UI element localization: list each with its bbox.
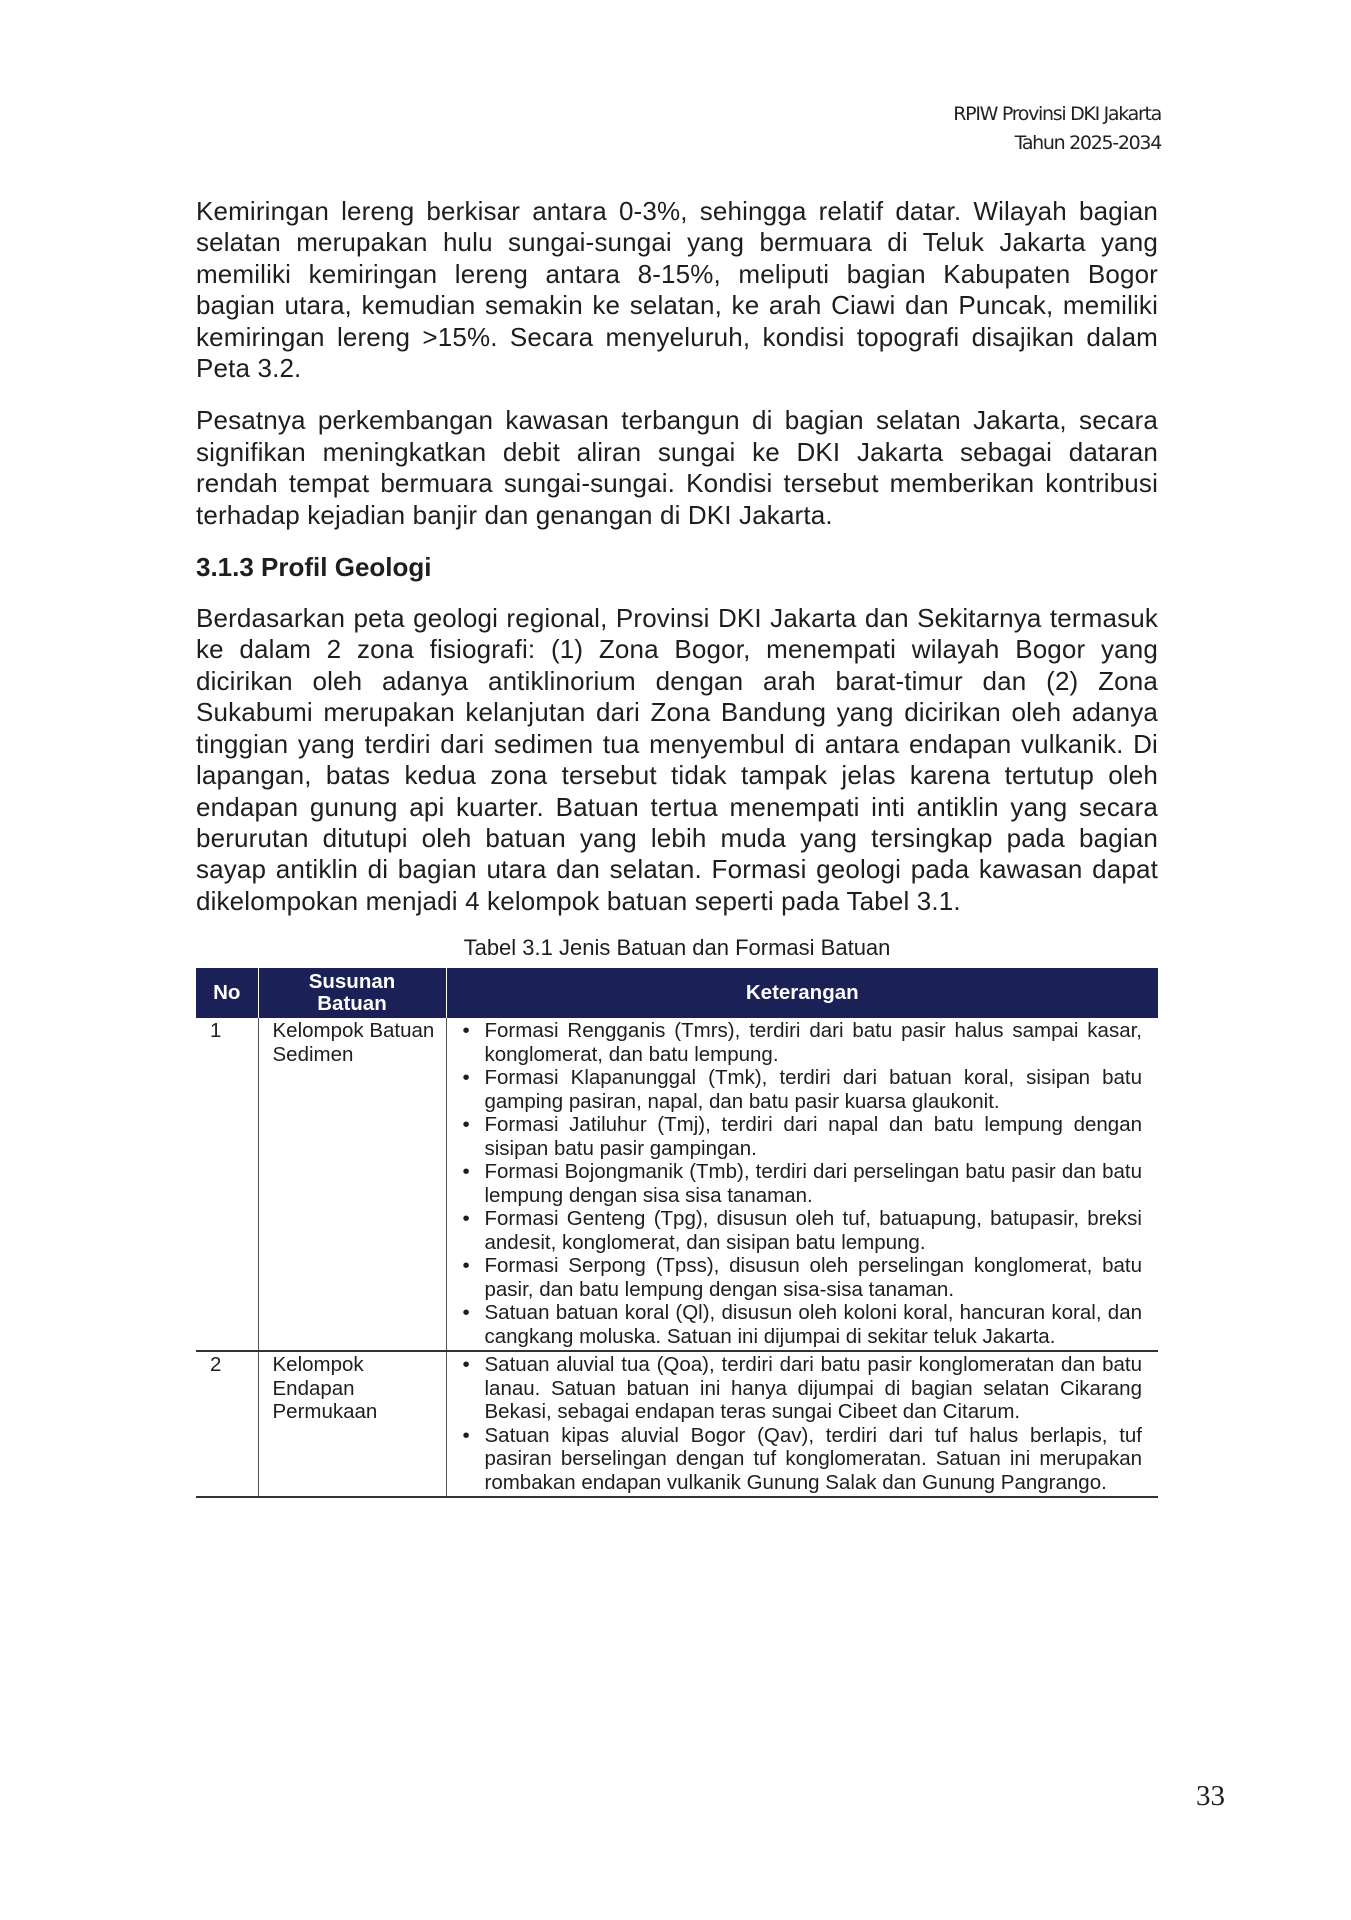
- formation-item: • Formasi Bojongmanik (Tmb), terdiri dari perselingan batu pasir dan batu lempung dengan sisa sisa tanaman.: [485, 1160, 1143, 1207]
- formation-item: • Formasi Serpong (Tpss), disusun oleh perselingan konglomerat, batu pasir, dan batu lempung dengan sisa-sisa tanaman.: [485, 1254, 1143, 1301]
- table-row: [196, 1018, 1158, 1351]
- paragraph-topography: Kemiringan lereng berkisar antara 0-3%, sehingga relatif datar. Wilayah bagian selatan merupakan hulu sungai-sungai yang bermuara di Teluk Jakarta yang memiliki kemiringan lereng antara 8-15%, meliputi bagian Kabupaten Bogor bagian utara, kemudian semakin ke selatan, ke arah Ciawi dan Puncak, memiliki kemiringan lereng >15%. Secara menyeluruh, kondisi topografi disajikan dalam Peta 3.2.: [196, 196, 1158, 384]
- formation-item: • Formasi Jatiluhur (Tmj), terdiri dari napal dan batu lempung dengan sisipan batu pasir gampingan.: [485, 1113, 1143, 1160]
- row-group: Kelompok Batuan Sedimen: [258, 1018, 446, 1351]
- paragraph-geology: Berdasarkan peta geologi regional, Provinsi DKI Jakarta dan Sekitarnya termasuk ke dalam 2 zona fisiografi: (1) Zona Bogor, menempati wilayah Bogor yang dicirikan oleh adanya antiklinorium dengan arah barat-timur dan (2) Zona Sukabumi merupakan kelanjutan dari Zona Bandung yang dicirikan oleh adanya tinggian yang terdiri dari sedimen tua menyembul di antara endapan vulkanik. Di lapangan, batas kedua zona tersebut tidak tampak jelas karena tertutup oleh endapan gunung api kuarter. Batuan tertua menempati inti antiklin yang secara berurutan ditutupi oleh batuan yang lebih muda yang tersingkap pada bagian sayap antiklin di bagian utara dan selatan. Formasi geologi pada kawasan dapat dikelompokan menjadi 4 kelompok batuan seperti pada Tabel 3.1.: [196, 603, 1158, 916]
- page-number: 33: [1196, 1780, 1225, 1812]
- formation-item: • Formasi Rengganis (Tmrs), terdiri dari batu pasir halus sampai kasar, konglomerat, dan batu lempung.: [485, 1019, 1143, 1066]
- row-description: [446, 1351, 1158, 1497]
- running-header: [953, 100, 1161, 158]
- header-keterangan: Keterangan: [446, 968, 1158, 1018]
- row-description: [446, 1018, 1158, 1351]
- formation-item: • Satuan batuan koral (Ql), disusun oleh koloni koral, hancuran koral, dan cangkang moluska. Satuan ini dijumpai di sekitar teluk Jakarta.: [485, 1301, 1143, 1348]
- header-susunan: Susunan Batuan: [258, 968, 446, 1018]
- formation-item: • Satuan kipas aluvial Bogor (Qav), terdiri dari tuf halus berlapis, tuf pasiran berselingan dengan tuf konglomeratan. Satuan ini merupakan rombakan endapan vulkanik Gunung Salak dan Gunung Pangrango.: [485, 1424, 1143, 1495]
- table-caption: Tabel 3.1 Jenis Batuan dan Formasi Batuan: [463, 935, 891, 961]
- table-row: [196, 1351, 1158, 1497]
- paragraph-development: Pesatnya perkembangan kawasan terbangun di bagian selatan Jakarta, secara signifikan meningkatkan debit aliran sungai ke DKI Jakarta sebagai dataran rendah tempat bermuara sungai-sungai. Kondisi tersebut memberikan kontribusi terhadap kejadian banjir dan genangan di DKI Jakarta.: [196, 405, 1158, 530]
- formation-item: • Satuan aluvial tua (Qoa), terdiri dari batu pasir konglomeratan dan batu lanau. Satuan batuan ini hanya dijumpai di bagian selatan Cikarang Bekasi, sebagai endapan teras sungai Cibeet dan Citarum.: [485, 1353, 1143, 1424]
- formation-item: • Formasi Genteng (Tpg), disusun oleh tuf, batuapung, batupasir, breksi andesit, konglomerat, dan sisipan batu lempung.: [485, 1207, 1143, 1254]
- row-no: 1: [196, 1018, 258, 1351]
- header-title: RPIW Provinsi DKI Jakarta: [953, 103, 1161, 125]
- header-no: No: [196, 968, 258, 1018]
- page-body: [196, 196, 1158, 1498]
- row-group: Kelompok Endapan Permukaan: [258, 1351, 446, 1497]
- section-heading: 3.1.3 Profil Geologi: [196, 552, 432, 583]
- row-no: 2: [196, 1351, 258, 1497]
- rock-formation-table: [196, 968, 1158, 1498]
- table-header-row: [196, 968, 1158, 1018]
- formation-item: • Formasi Klapanunggal (Tmk), terdiri dari batuan koral, sisipan batu gamping pasiran, napal, dan batu pasir kuarsa glaukonit.: [485, 1066, 1143, 1113]
- header-year: Tahun 2025-2034: [1014, 132, 1161, 154]
